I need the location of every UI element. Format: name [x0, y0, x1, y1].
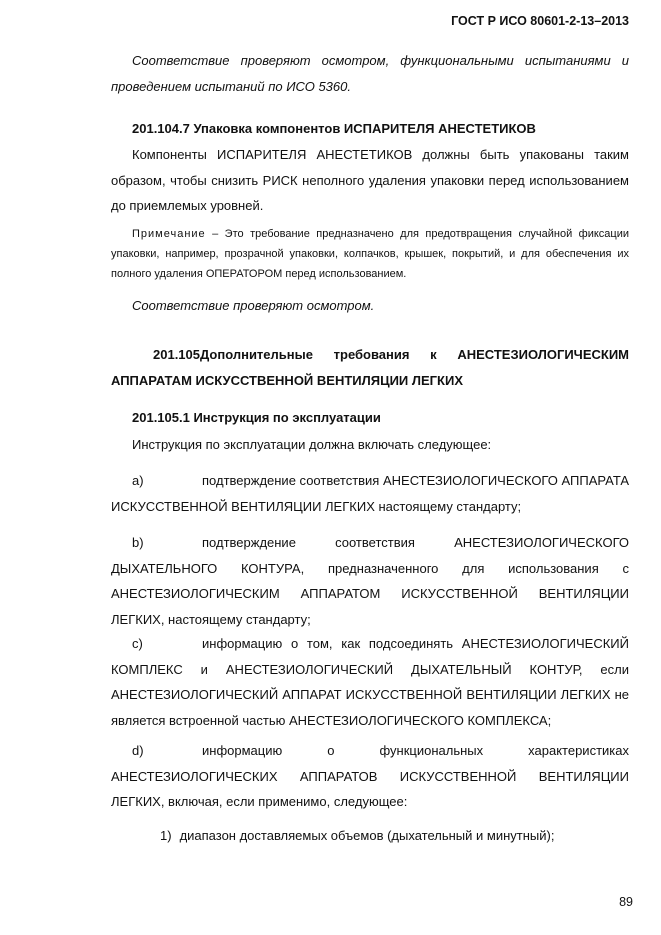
- list-item-d: [111, 738, 629, 815]
- sub-list-item-text: диапазон доставляемых объемов (дыхательный и минутный);: [179, 828, 555, 843]
- section-number: 201.105: [153, 347, 200, 362]
- list-marker: a): [132, 473, 144, 488]
- conformity-statement-2: Соответствие проверяют осмотром.: [132, 298, 375, 313]
- intro-paragraph: Инструкция по эксплуатации должна включать следующее:: [132, 437, 492, 452]
- note-text: – Это требование предназначено для предотвращения случайной фиксации упаковки, например, прозрачной упаковки, колпачков, крышек, покрытий, и для обеспечения их полного удаления ОПЕРАТОРОМ перед использованием.: [111, 228, 629, 280]
- section-heading-201-105-1: 201.105.1 Инструкция по эксплуатации: [132, 410, 381, 425]
- list-marker: b): [132, 535, 144, 550]
- list-marker: d): [132, 743, 144, 758]
- note-paragraph: [111, 224, 629, 284]
- section-heading-201-105: [111, 342, 629, 393]
- list-marker: c): [132, 636, 143, 651]
- list-item-text: подтверждение соответствия АНЕСТЕЗИОЛОГИЧЕСКОГО АППАРАТА ИСКУССТВЕННОЙ ВЕНТИЛЯЦИИ ЛЕГКИХ настоящему стандарту;: [111, 473, 629, 514]
- list-item-text: подтверждение соответствия АНЕСТЕЗИОЛОГИЧЕСКОГО ДЫХАТЕЛЬНОГО КОНТУРА, предназначенного для использования с АНЕСТЕЗИОЛОГИЧЕСКИМ АППАРАТОМ ИСКУССТВЕННОЙ ВЕНТИЛЯЦИИ ЛЕГКИХ, настоящему стандарту;: [111, 535, 629, 627]
- conformity-statement: Соответствие проверяют осмотром, функциональными испытаниями и проведением испытаний по ИСО 5360.: [111, 53, 629, 94]
- page-header: ГОСТ Р ИСО 80601-2-13–2013: [451, 14, 629, 28]
- section-title: Дополнительные требования к АНЕСТЕЗИОЛОГИЧЕСКИМ АППАРАТАМ ИСКУССТВЕННОЙ ВЕНТИЛЯЦИИ ЛЕГКИХ: [111, 347, 629, 388]
- list-item-text: информацию о том, как подсоединять АНЕСТЕЗИОЛОГИЧЕСКИЙ КОМПЛЕКС и АНЕСТЕЗИОЛОГИЧЕСКИЙ ДЫХАТЕЛЬНЫЙ КОНТУР, если АНЕСТЕЗИОЛОГИЧЕСКИЙ АППАРАТ ИСКУССТВЕННОЙ ВЕНТИЛЯЦИИ ЛЕГКИХ не является встроенной частью АНЕСТЕЗИОЛОГИЧЕСКОГО КОМПЛЕКСА;: [111, 636, 629, 728]
- sub-list-item-1: [160, 823, 554, 849]
- list-item-text: информацию о функциональных характеристиках АНЕСТЕЗИОЛОГИЧЕСКИХ АППАРАТОВ ИСКУССТВЕННОЙ ВЕНТИЛЯЦИИ ЛЕГКИХ, включая, если применимо, следующее:: [111, 743, 629, 809]
- page-number: 89: [619, 895, 633, 909]
- sub-list-marker: 1): [160, 828, 172, 843]
- section-heading-201-104-7: 201.104.7 Упаковка компонентов ИСПАРИТЕЛЯ АНЕСТЕТИКОВ: [132, 121, 536, 136]
- list-item-a: [111, 468, 629, 519]
- note-label: Примечание: [132, 228, 206, 240]
- list-item-c: [111, 631, 629, 733]
- list-item-b: [111, 530, 629, 632]
- packaging-paragraph: Компоненты ИСПАРИТЕЛЯ АНЕСТЕТИКОВ должны быть упакованы таким образом, чтобы снизить РИСК неполного удаления упаковки перед использованием до приемлемых уровней.: [111, 147, 629, 213]
